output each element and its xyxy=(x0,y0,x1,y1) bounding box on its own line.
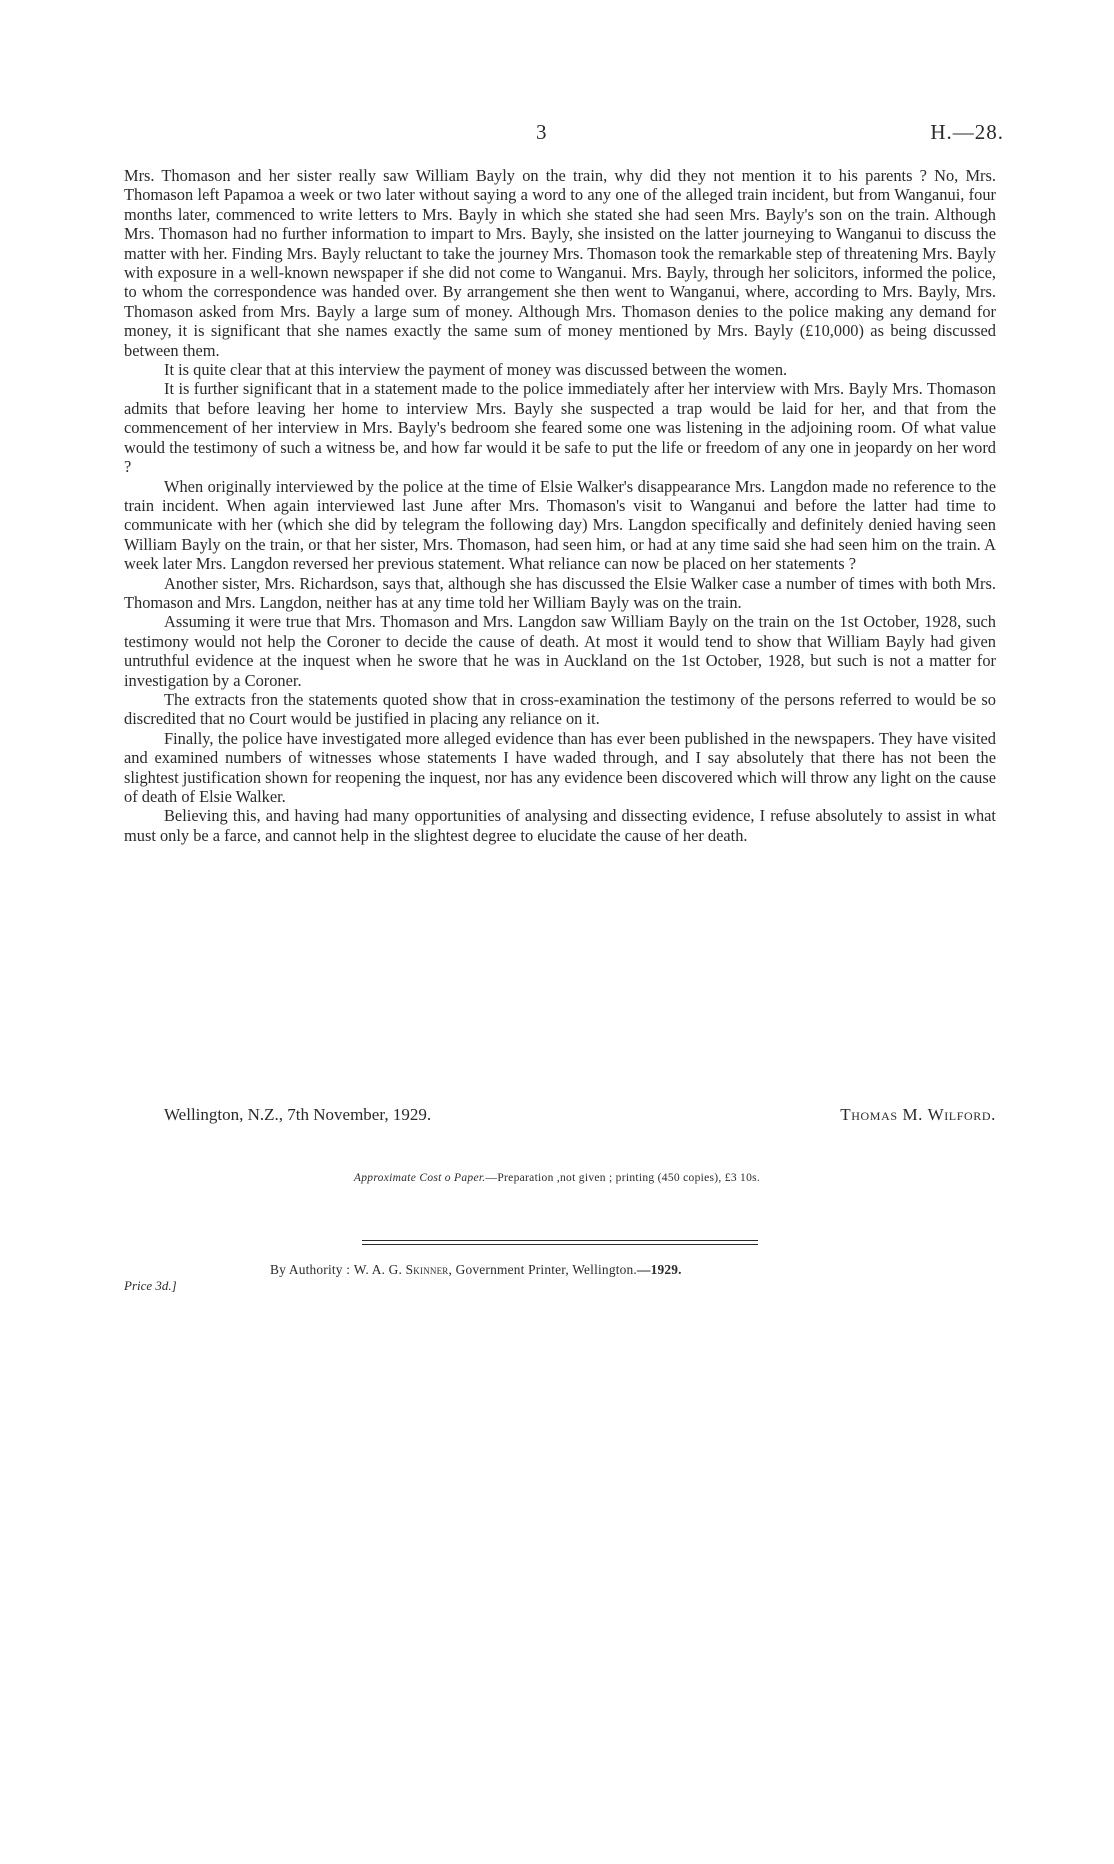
paragraph: Mrs. Thomason and her sister really saw William Bayly on the train, why did they not mention it to his parents ? No, Mrs. Thomason left Papamoa a week or two later without saying a word to any one of the alleged train incident, but from Wanganui, four months later, commenced to write letters to Mrs. Bayly in which she stated she had seen Mrs. Bayly's son on the train. Although Mrs. Thomason had no further information to impart to Mrs. Bayly, she insisted on the latter journeying to Wanganui to discuss the matter with her. Finding Mrs. Bayly reluctant to take the journey Mrs. Thomason took the remarkable step of threatening Mrs. Bayly with exposure in a well-known newspaper if she did not come to Wanganui. Mrs. Bayly, through her solicitors, informed the police, to whom the correspondence was handed over. By arrangement she then went to Wanganui, where, according to Mrs. Bayly, Mrs. Thomason asked from Mrs. Bayly a large sum of money. Although Mrs. Thomason denies to the police making any demand for money, it is significant that she names exactly the same sum of money mentioned by Mrs. Bayly (£10,000) as being discussed between them. xyxy=(124,166,996,360)
paragraph: Believing this, and having had many opportunities of analysing and dissecting evidence, I refuse absolutely to assist in what must only be a farce, and cannot help in the slightest degree to elucidate the cause of her death. xyxy=(124,806,996,845)
price-label: Price 3d.] xyxy=(124,1278,177,1293)
paragraph: It is quite clear that at this interview the payment of money was discussed between the women. xyxy=(164,360,788,380)
body-text xyxy=(124,166,996,845)
divider-rule xyxy=(362,1244,758,1245)
print-year: —1929. xyxy=(636,1262,682,1277)
printer-authority xyxy=(270,1262,682,1278)
printer-name: W. A. G. Skinner, xyxy=(353,1262,453,1277)
authority-suffix: Government Printer, Wellington. xyxy=(455,1262,637,1277)
page-number: 3 xyxy=(536,120,547,144)
document-reference: H.—28. xyxy=(930,120,1004,144)
cost-note-text: —Preparation ,not given ; printing (450 copies), £3 10s. xyxy=(485,1172,761,1184)
cost-note xyxy=(0,1172,1114,1184)
authority-prefix: By Authority : xyxy=(270,1262,351,1277)
paragraph: It is further significant that in a statement made to the police immediately after her interview with Mrs. Bayly Mrs. Thomason admits that before leaving her home to interview Mrs. Bayly she suspected a trap would be laid for her, and that from the commencement of her interview in Mrs. Bayly's bedroom she feared some one was listening in the adjoining room. Of what value would the testimony of such a witness be, and how far would it be safe to put the life or freedom of any one in jeopardy on her word ? xyxy=(124,379,996,477)
divider-rule xyxy=(362,1240,758,1241)
cost-note-label: Approximate Cost o Paper. xyxy=(353,1172,486,1184)
signature-line xyxy=(164,1105,996,1125)
paragraph: The extracts fron the statements quoted show that in cross-examination the testimony of the persons referred to would be so discredited that no Court would be justified in placing any reliance on it. xyxy=(124,689,996,729)
signatory-name: Thomas M. Wilford. xyxy=(840,1105,996,1124)
paragraph: Another sister, Mrs. Richardson, says that, although she has discussed the Elsie Walker case a number of times with both Mrs. Thomason and Mrs. Langdon, neither has at any time told her William Bayly was on the train. xyxy=(124,573,996,612)
paragraph: Finally, the police have investigated more alleged evidence than has ever been published in the newspapers. They have visited and examined numbers of witnesses whose statements I have waded through, and I say absolutely that there has not been the slightest justification shown for reopening the inquest, nor has any evidence been discovered which will throw any light on the cause of death of Elsie Walker. xyxy=(124,728,996,806)
paragraph: When originally interviewed by the police at the time of Elsie Walker's disappearance Mrs. Langdon made no reference to the train incident. When again interviewed last June after Mrs. Thomason's visit to Wanganui and before the latter had time to communicate with her (which she did by telegram the following day) Mrs. Langdon specifically and definitely denied having seen William Bayly on the train, or that her sister, Mrs. Thomason, had seen him, or had at any time said she had seen him on the train. A week later Mrs. Langdon reversed her previous statement. What reliance can now be placed on her statements ? xyxy=(124,476,996,574)
paragraph: Assuming it were true that Mrs. Thomason and Mrs. Langdon saw William Bayly on the train on the 1st October, 1928, such testimony would not help the Coroner to decide the cause of death. At most it would tend to show that William Bayly had given untruthful evidence at the inquest when he swore that he was in Auckland on the 1st October, 1928, but such is not a matter for investigation by a Coroner. xyxy=(124,612,996,690)
place-and-date: Wellington, N.Z., 7th November, 1929. xyxy=(164,1105,432,1124)
